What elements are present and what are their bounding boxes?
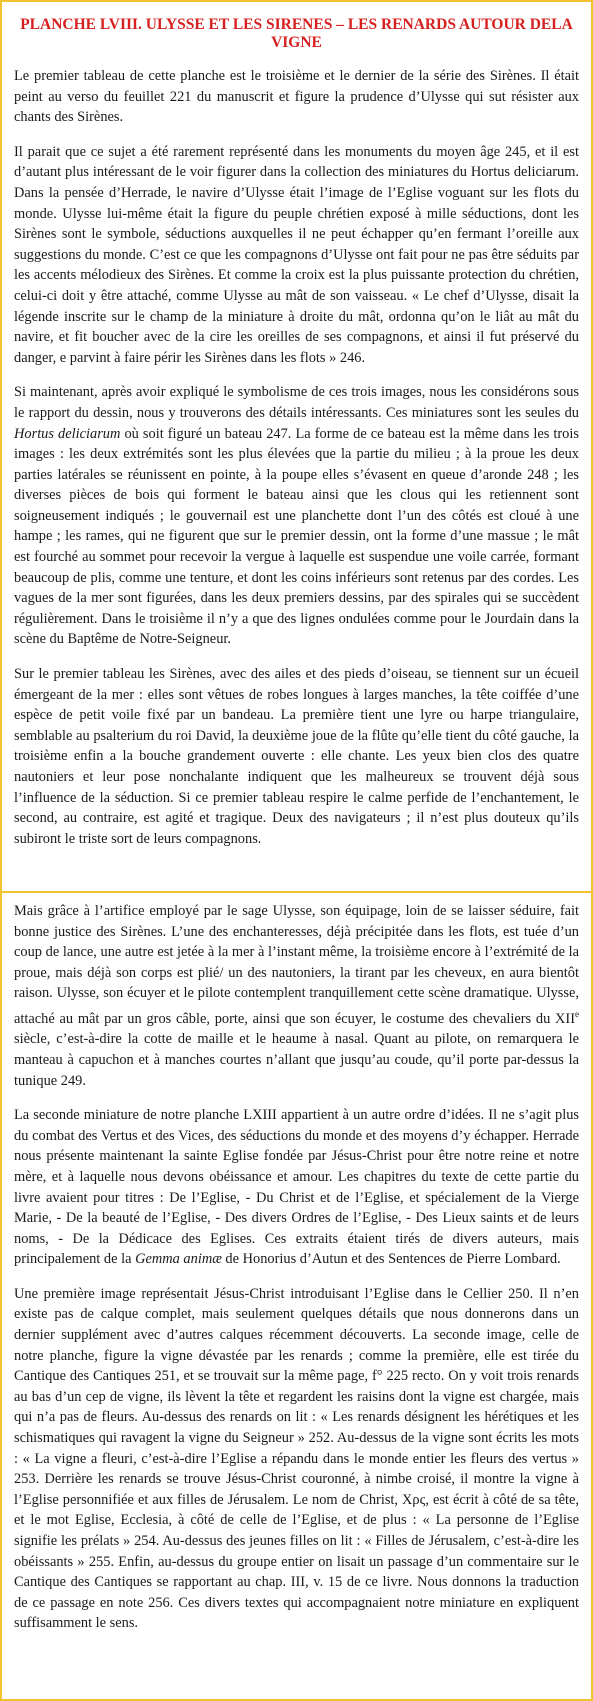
lower-text-box [0, 891, 593, 1701]
paragraph-6-text-start: La seconde miniature de notre planche LXIII appartient à un autre ordre d’idées. Il ne s’agit plus du combat des Vertus et des Vices, des séductions du monde et des moyens d’y échapper. Herrade nous présente maintenant la sainte Eglise fondée par Jésus-Christ pour être notre reine et notre mère, et à laquelle nous devons obéissance et amour. Les chapitres du texte de cette partie du livre avaient pour titres : De l’Eglise, - Du Christ et de l’Eglise, et spécialement de la Vierge Marie, - De la beauté de l’Eglise, - Des divers Ordres de l’Eglise, - Des Lieux saints et de leurs noms, - De la Dédicace des Eglises. Ces extraits étaient tirés de divers auteurs, mais principalement de la [14, 1107, 579, 1268]
paragraph-2: Il parait que ce sujet a été rarement représenté dans les monuments du moyen âge 245, et il est d’autant plus intéressant de le voir figurer dans la collection des miniatures du Hortus deliciarum. Dans la pensée d’Herrade, le navire d’Ulysse était l’image de l’Eglise voguant sur les flots du monde. Ulysse lui-même était la figure du peuple chrétien exposé à mille séductions, dont les Sirènes sont le symbole, séductions auxquelles il ne peut échapper qu’en fermant l’oreille aux suggestions du monde. C’est ce que les compagnons d’Ulysse ont fait pour ne pas être séduits par les accents mélodieux des Sirènes. Et comme la croix est la plus puissante protection du chrétien, celui-ci doit y être attaché, comme Ulysse au mât de son vaisseau. « Le chef d’Ulysse, disait la légende inscrite sur le champ de la miniature à droite du mât, ordonna qu’on le liât au mât du navire, et fit boucher avec de la cire les oreilles de ses compagnons, et ainsi il fut préservé du danger, e parvint à faire périr les Sirènes dans les flots » 246. [14, 143, 579, 366]
paragraph-3-italic-title: Hortus deliciarum [14, 425, 121, 442]
paragraph-6-text-end: de Honorius d’Autun et des Sentences de Pierre Lombard. [221, 1251, 561, 1268]
paragraph-5-text-end: siècle, c’est-à-dire la cotte de maille et le heaume à nasal. Quant au pilote, on remarquera le manteau à capuchon et à manches courtes n’allant que jusqu’au coude, qu’il porte par-dessus la tunique 249. [14, 1031, 579, 1089]
paragraph-4: Sur le premier tableau les Sirènes, avec des ailes et des pieds d’oiseau, se tiennent sur un écueil émergeant de la mer : elles sont vêtues de robes longues à larges manches, la tête coiffée d’une espèce de petit voile fixé par un bandeau. La première tient une lyre ou harpe triangulaire, semblable au psalterium du roi David, la deuxième joue de la flûte qu’elle tient du côté gauche, la troisième enfin a la bouche grandement ouverte : elle chante. Les yeux bien clos des quatre nautoniers et leur pose nonchalante indiquent que les malheureux se trouvent déjà sous l’influence de la séduction. Si ce premier tableau respire le calme perfide de l’enchantement, le second, au contraire, est agité et tragique. Deux des navigateurs ; il n’est plus douteux qu’ils subiront le triste sort de leurs compagnons. [14, 666, 579, 847]
paragraph-5-text-start: Mais grâce à l’artifice employé par le sage Ulysse, son équipage, loin de se laisser séduire, fait bonne justice des Sirènes. L’une des enchanteresses, déjà précipitée dans les flots, est tuée d’un coup de lance, une autre est jetée à la mer à l’instant même, la troisième encore à l’extrémité de la proue, mais déjà son corps est plié/ un des nautoniers, la tirant par les cheveux, en aura bientôt raison. Ulysse, son écuyer et le pilote contemplent tranquillement cette scène dramatique. Ulysse, attaché au mât par un gros câble, porte, ainsi que son écuyer, le costume des chevaliers du XII [14, 903, 579, 1027]
paragraph-3-text-end: où soit figuré un bateau 247. La forme de ce bateau est la même dans les trois images : les deux extrémités sont les plus élevées que la partie du milieu ; à la proue les deux parties latérales se réunissent en pointe, à la poupe elles s’évasent en queue d’aronde 248 ; les diverses pièces de bois qui forment le bateau ainsi que les clous qui les retiennent sont soigneusement indiqués ; le gouvernail est une planchette dont l’un des côtés est cloué à une hampe ; les rames, qui ne figurent que sur le premier dessin, ont la forme d’une massue ; le mât est fourché au sommet pour recevoir la vergue à laquelle est suspendue une voile carrée, formant beaucoup de plis, comme une tenture, et dont les coins inférieurs sont retenus par des cordes. Les vagues de la mer sont figurées, dans les deux premiers dessins, par des spirales qui se succèdent régulièrement. Dans le troisième il n’y a que des lignes ondulées comme pour le Jourdain dans la scène du Baptême de Notre-Seigneur. [14, 425, 579, 648]
paragraph-5-superscript: e [575, 1008, 579, 1019]
paragraph-1: Le premier tableau de cette planche est le troisième et le dernier de la série des Sirènes. Il était peint au verso du feuillet 221 du manuscrit et figure la prudence d’Ulysse qui sut résister aux chants des Sirènes. [14, 68, 579, 126]
paragraph-3 [14, 382, 579, 650]
paragraph-7: Une première image représentait Jésus-Christ introduisant l’Eglise dans le Cellier 250. Il n’en existe pas de calque complet, mais seulement quelques détails que nous donnerons dans un dernier supplément avec d’autres calques récemment découverts. La seconde image, celle de notre planche, figure la vigne dévastée par les renards ; comme la première, elle est tirée du Cantique des Cantiques 251, et se trouvait sur la même page, f° 225 recto. On y voit trois renards au bas d’un cep de vigne, ils lèvent la tête et regardent les raisins dont la vigne est chargée, mais qui n’a pas de fleurs. Au-dessus des renards on lit : « Les renards désignent les hérétiques et les schismatiques qui ravagent la vigne du Seigneur » 252. Au-dessus de la vigne sont écrits les mots : « La vigne a fleuri, c’est-à-dire l’Eglise a répandu dans le monde entier les fleurs des vertus » 253. Derrière les renards se trouve Jésus-Christ couronné, à nimbe croisé, il montre la vigne à l’Eglise personnifiée et aux filles de Jérusalem. Le nom de Christ, Xρς, est écrit à côté de sa tête, et le mot Eglise, Ecclesia, à côté de celle de l’Eglise, et de plus : « La personne de l’Eglise signifie les prélats » 254. Au-dessus des jeunes filles on lit : « Filles de Jérusalem, c’est-à-dire les obéissants » 255. Enfin, au-dessus du groupe entier on lisait un passage d’un commentaire sur le Cantique des Cantiques se rapportant au chap. III, v. 15 de ce livre. Nous donnons la traduction de ce passage en note 256. Ces divers textes qui accompagnaient notre miniature en expliquent suffisamment le sens. [14, 1285, 579, 1632]
paragraph-6-italic-title: Gemma animæ [135, 1251, 222, 1268]
page-title: PLANCHE LVIII. ULYSSE ET LES SIRENES – LES RENARDS AUTOUR DELA VIGNE [20, 16, 573, 51]
paragraph-6 [14, 1105, 579, 1270]
paragraph-3-text-start: Si maintenant, après avoir expliqué le symbolisme de ces trois images, nous les considérons sous le rapport du dessin, nous y trouverons des détails intéressants. Ces miniatures sont les seules du [14, 384, 579, 421]
paragraph-5 [14, 901, 579, 1091]
